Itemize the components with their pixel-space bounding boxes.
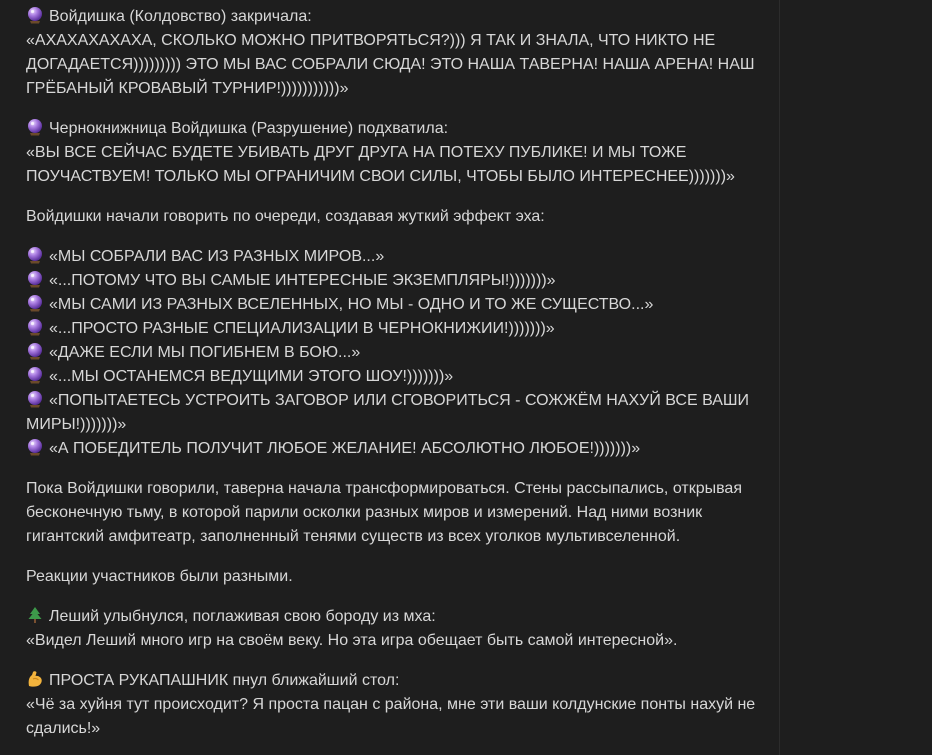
panel-divider — [779, 0, 780, 755]
paragraph-transformation: Пока Войдишки говорили, таверна начала трансформироваться. Стены рассыпались, открывая бесконечную тьму, в которой парили осколки разных миров и измерений. Над ними возник гигантский амфитеатр, заполненный тенями существ из всех уголков мультивселенной. — [26, 480, 747, 545]
echo-list — [26, 245, 771, 461]
crystal-ball-icon — [26, 318, 44, 336]
crystal-ball-icon — [26, 390, 44, 408]
speaker-line: Чернокнижница Войдишка (Разрушение) подхватила: — [26, 117, 771, 141]
crystal-ball-icon — [26, 270, 44, 288]
crystal-ball-icon — [26, 118, 44, 136]
crystal-ball-icon — [26, 294, 44, 312]
paragraph-rukapashnik — [26, 669, 771, 741]
echo-line: «А ПОБЕДИТЕЛЬ ПОЛУЧИТ ЛЮБОЕ ЖЕЛАНИЕ! АБСОЛЮТНО ЛЮБОЕ!)))))))» — [26, 437, 771, 461]
crystal-ball-icon — [26, 342, 44, 360]
echo-line: «...ПРОСТО РАЗНЫЕ СПЕЦИАЛИЗАЦИИ В ЧЕРНОКНИЖИИ!)))))))» — [26, 317, 771, 341]
crystal-ball-icon — [26, 246, 44, 264]
crystal-ball-icon — [26, 366, 44, 384]
speaker-line: ПРОСТА РУКАПАШНИК пнул ближайший стол: — [26, 669, 771, 693]
paragraph-echo-intro: Войдишки начали говорить по очереди, создавая жуткий эффект эха: — [26, 208, 545, 225]
speaker-line: Леший улыбнулся, поглаживая свою бороду из мха: — [26, 605, 771, 629]
quote-text: «ВЫ ВСЕ СЕЙЧАС БУДЕТЕ УБИВАТЬ ДРУГ ДРУГА НА ПОТЕХУ ПУБЛИКЕ! И МЫ ТОЖЕ ПОУЧАСТВУЕМ! ТОЛЬКО МЫ ОГРАНИЧИМ СВОИ СИЛЫ, ЧТОБЫ БЫЛО ИНТЕРЕСНЕЕ)))))))» — [26, 144, 735, 185]
message-body — [26, 5, 771, 755]
quote-text: «Видел Леший много игр на своём веку. Но эта игра обещает быть самой интересной». — [26, 632, 678, 649]
evergreen-tree-icon — [26, 606, 44, 624]
echo-line: «ДАЖЕ ЕСЛИ МЫ ПОГИБНЕМ В БОЮ...» — [26, 341, 771, 365]
echo-line: «МЫ САМИ ИЗ РАЗНЫХ ВСЕЛЕННЫХ, НО МЫ - ОДНО И ТО ЖЕ СУЩЕСТВО...» — [26, 293, 771, 317]
quote-text: «Чё за хуйня тут происходит? Я проста пацан с района, мне эти ваши колдунские понты нахуй не сдались!» — [26, 696, 760, 737]
paragraph-reactions: Реакции участников были разными. — [26, 568, 293, 585]
crystal-ball-icon — [26, 6, 44, 24]
paragraph-razrushenie — [26, 117, 771, 189]
echo-line: «МЫ СОБРАЛИ ВАС ИЗ РАЗНЫХ МИРОВ...» — [26, 245, 771, 269]
speaker-line: Войдишка (Колдовство) закричала: — [26, 5, 771, 29]
quote-text: «АХАХАХАХАХА, СКОЛЬКО МОЖНО ПРИТВОРЯТЬСЯ?))) Я ТАК И ЗНАЛА, ЧТО НИКТО НЕ ДОГАДАЕТСЯ))))))))) ЭТО МЫ ВАС СОБРАЛИ СЮДА! ЭТО НАША ТАВЕРНА! НАША АРЕНА! НАШ ГРЁБАНЫЙ КРОВАВЫЙ ТУРНИР!)))))))))))» — [26, 32, 759, 97]
paragraph-koldovstvo — [26, 5, 771, 101]
echo-line: «...МЫ ОСТАНЕМСЯ ВЕДУЩИМИ ЭТОГО ШОУ!)))))))» — [26, 365, 771, 389]
paragraph-leshy — [26, 605, 771, 653]
echo-line: «ПОПЫТАЕТЕСЬ УСТРОИТЬ ЗАГОВОР ИЛИ СГОВОРИТЬСЯ - СОЖЖЁМ НАХУЙ ВСЕ ВАШИ МИРЫ!)))))))» — [26, 392, 754, 433]
crystal-ball-icon — [26, 438, 44, 456]
echo-line: «...ПОТОМУ ЧТО ВЫ САМЫЕ ИНТЕРЕСНЫЕ ЭКЗЕМПЛЯРЫ!)))))))» — [26, 269, 771, 293]
flexed-biceps-icon — [26, 670, 44, 688]
